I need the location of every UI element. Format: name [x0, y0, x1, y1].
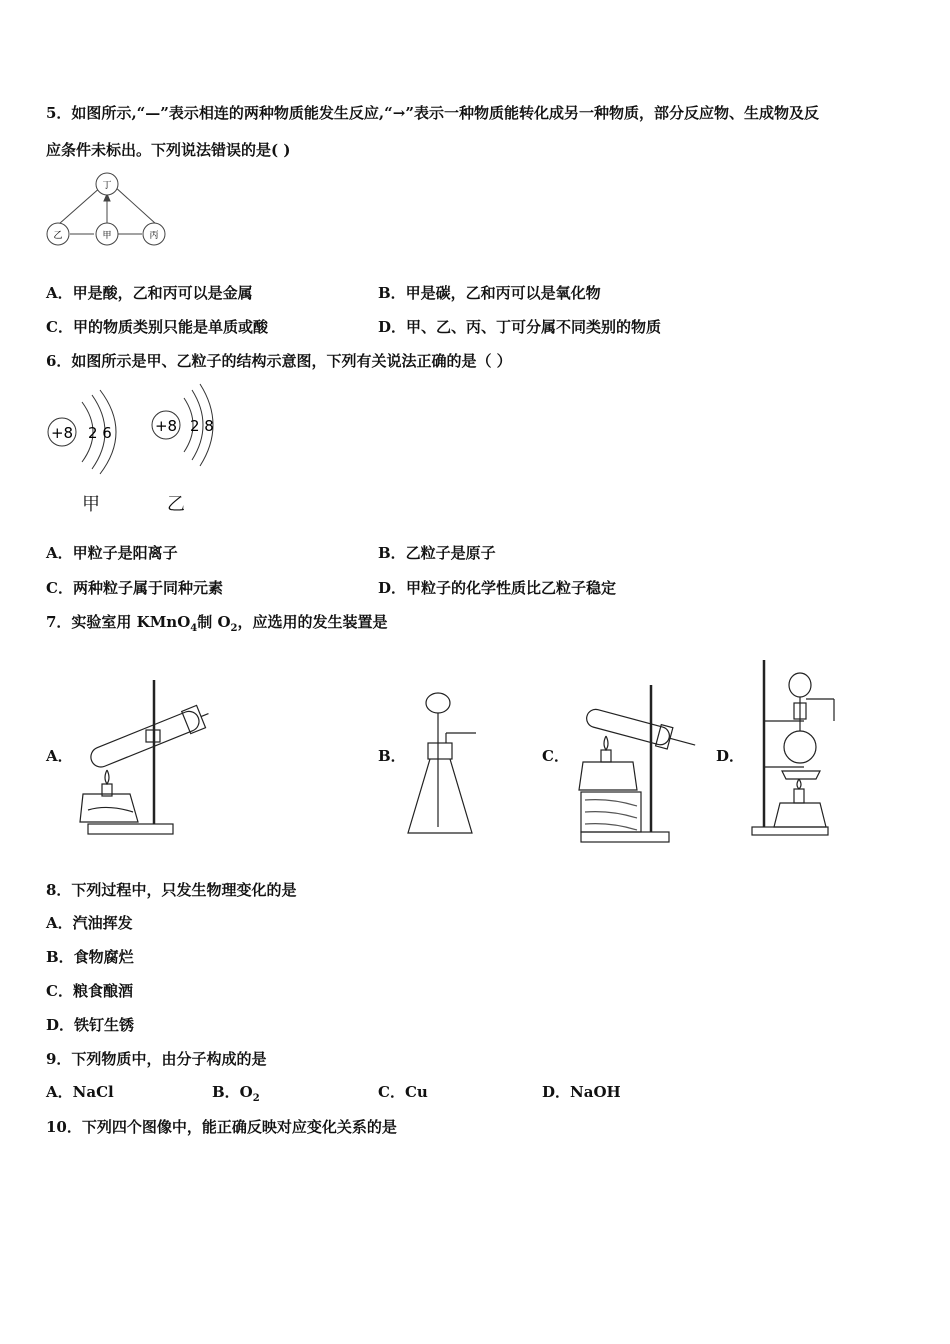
- atom-jia-nucleus: +8: [50, 424, 74, 442]
- atom-yi-nucleus: +8: [154, 417, 178, 435]
- q9-option-b-sub: 2: [252, 1093, 260, 1104]
- q9-option-d[interactable]: D．NaOH: [542, 1083, 621, 1101]
- q5-stem-line2: 应条件未标出。下列说法错误的是( ): [46, 141, 291, 159]
- q7-stem-mid: 制 O: [197, 613, 231, 631]
- q5-option-a[interactable]: A．甲是酸，乙和丙可以是金属: [46, 284, 253, 302]
- node-ding: 丁: [102, 181, 112, 191]
- q6-option-c[interactable]: C．两种粒子属于同种元素: [46, 579, 223, 597]
- q7-option-d-label[interactable]: D．: [716, 747, 745, 765]
- q9-option-a[interactable]: A．NaCl: [46, 1083, 114, 1101]
- q7-stem-pre: 7．实验室用 KMnO: [46, 613, 191, 631]
- q7-option-a-label[interactable]: A．: [46, 747, 73, 765]
- q7-option-b-label[interactable]: B．: [378, 747, 406, 765]
- q7-option-c-label[interactable]: C．: [542, 747, 569, 765]
- q5-option-b[interactable]: B．甲是碳，乙和丙可以是氧化物: [378, 284, 601, 302]
- q6-label-yi: 乙: [167, 494, 185, 515]
- q5-stem-line1: 5．如图所示,“—”表示相连的两种物质能发生反应,“→”表示一种物质能转化成另一种物质，部分反应物、生成物及反: [46, 104, 819, 122]
- q6-atom-jia: [44, 387, 134, 477]
- q8-stem: 8．下列过程中，只发生物理变化的是: [46, 881, 297, 899]
- atom-jia-shells: 2 6: [88, 424, 112, 442]
- q5-option-d[interactable]: D．甲、乙、丙、丁可分属不同类别的物质: [378, 318, 662, 336]
- atom-yi-shells: 2 8: [190, 417, 214, 435]
- q7-stem-post: ，应选用的发生装置是: [237, 613, 388, 631]
- q10-stem: 10．下列四个图像中，能正确反映对应变化关系的是: [46, 1118, 397, 1136]
- node-yi: 乙: [53, 231, 63, 241]
- q6-option-b[interactable]: B．乙粒子是原子: [378, 544, 496, 562]
- q7-apparatus-d[interactable]: [748, 655, 848, 840]
- q6-option-d[interactable]: D．甲粒子的化学性质比乙粒子稳定: [378, 579, 617, 597]
- q9-option-c[interactable]: C．Cu: [378, 1083, 428, 1101]
- q7-stem-sub2: 2: [230, 623, 238, 634]
- q8-option-d[interactable]: D．铁钉生锈: [46, 1016, 135, 1034]
- node-jia: 甲: [102, 231, 112, 241]
- q7-apparatus-b[interactable]: [404, 685, 494, 845]
- q8-option-a[interactable]: A．汽油挥发: [46, 914, 133, 932]
- q6-option-a[interactable]: A．甲粒子是阳离子: [46, 544, 178, 562]
- q7-stem-sub1: 4: [190, 623, 198, 634]
- node-bing: 丙: [149, 231, 159, 241]
- q6-atom-yi: [148, 380, 228, 470]
- q6-stem: 6．如图所示是甲、乙粒子的结构示意图，下列有关说法正确的是（ ）: [46, 352, 512, 370]
- q8-option-b[interactable]: B．食物腐烂: [46, 948, 134, 966]
- q9-stem: 9．下列物质中，由分子构成的是: [46, 1050, 267, 1068]
- q9-option-b[interactable]: [212, 1082, 260, 1109]
- q5-relation-diagram: [44, 172, 174, 252]
- q6-label-jia: 甲: [82, 494, 100, 515]
- q7-apparatus-a[interactable]: [78, 672, 218, 842]
- q9-option-b-text: B．O: [212, 1083, 253, 1101]
- q5-option-c[interactable]: C．甲的物质类别只能是单质或酸: [46, 318, 268, 336]
- q7-stem: [46, 612, 388, 639]
- q8-option-c[interactable]: C．粮食酿酒: [46, 982, 133, 1000]
- q7-apparatus-c[interactable]: [575, 680, 705, 845]
